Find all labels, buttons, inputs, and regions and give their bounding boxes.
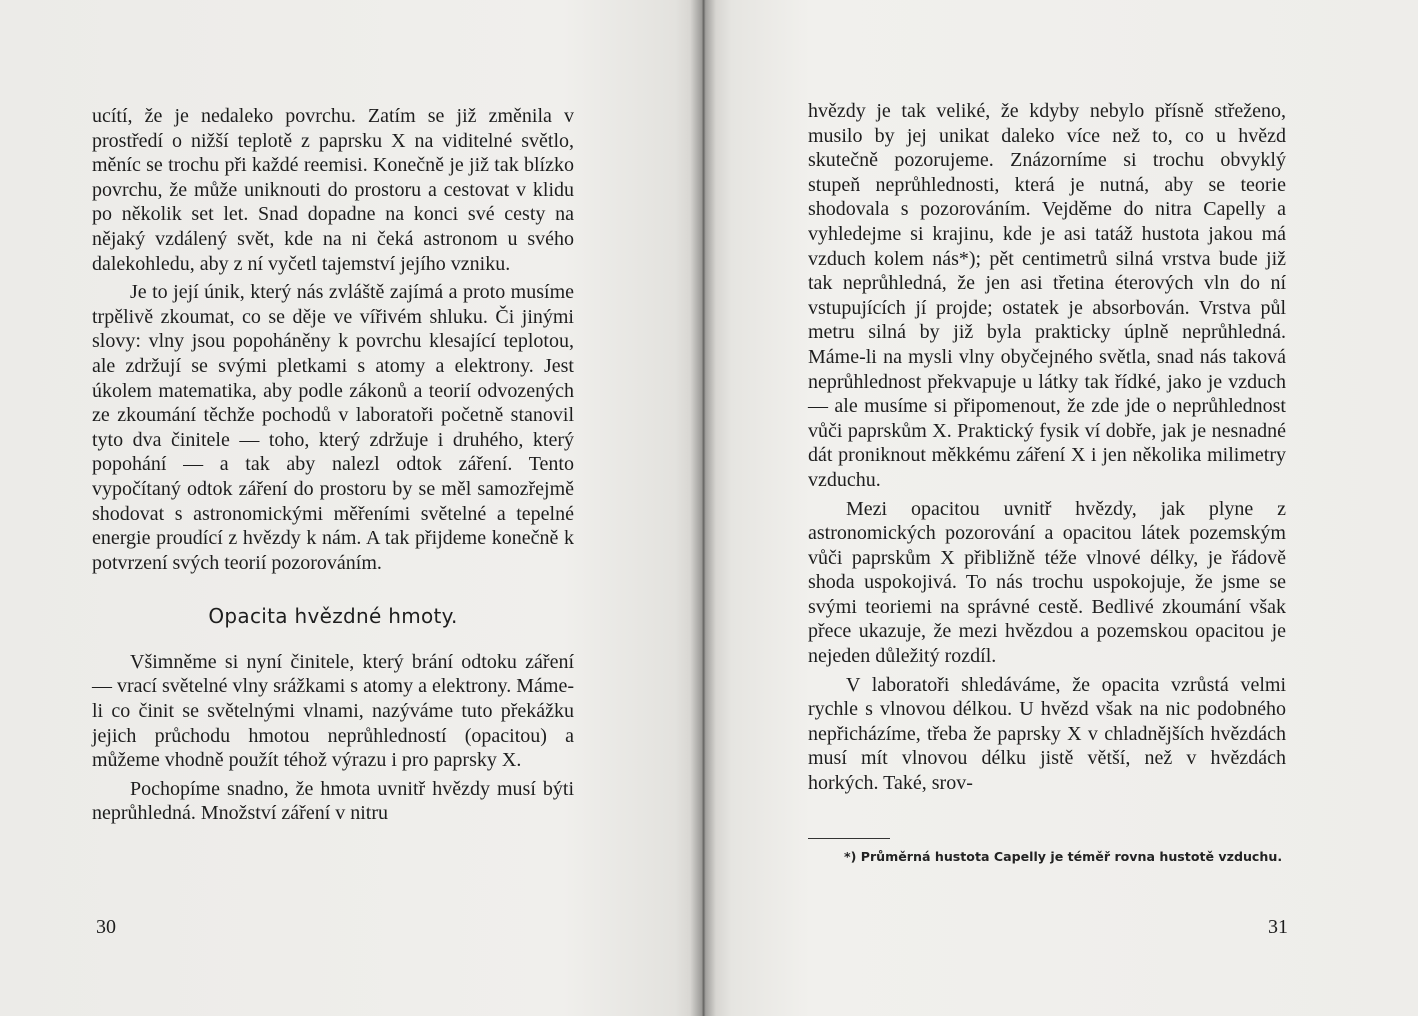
paragraph: Všimněme si nyní činitele, který brání odtoku záření — vrací světelné vlny srážkami s atomy a elektrony. Máme-li co činit se světelnými vlnami, nazýváme tuto překážku jejich průchodu hmotou neprůhledností (opacitou) a můžeme vhodně použít téhož výrazu i pro paprsky X.: [92, 650, 574, 772]
right-page-text: [808, 99, 1286, 800]
footnote-rule: [808, 838, 890, 839]
paragraph: V laboratoři shledáváme, že opacita vzrůstá velmi rychle s vlnovou délkou. U hvězd však na nic podobného nepřicházíme, třeba že paprsky X v chladnějších hvězdách musí mít vlnovou délku jistě větší, než v hvězdách horkých. Také, srov-: [808, 673, 1286, 795]
right-page: [703, 0, 1418, 1016]
section-heading: Opacita hvězdné hmoty.: [208, 604, 458, 629]
page-number-left: 30: [96, 916, 116, 938]
left-page: [0, 0, 703, 1016]
paragraph: Pochopíme snadno, že hmota uvnitř hvězdy musí býti neprůhledná. Množství záření v nitru: [92, 777, 574, 825]
footnote: *) Průměrná hustota Capelly je téměř rovna hustotě vzduchu.: [844, 849, 1283, 864]
paragraph: ucítí, že je nedaleko povrchu. Zatím se již změnila v prostředí o nižší teplotě z paprsku X na viditelné světlo, měníc se trochu při každé reemisi. Konečně je již tak blízko povrchu, že může uniknouti do prostoru a cestovat v klidu po několik set let. Snad dopadne na konci své cesty na nějaký vzdálený svět, kde na ni čeká astronom u svého dalekohledu, aby z ní vyčetl tajemství jejího vzniku.: [92, 105, 574, 275]
paragraph: hvězdy je tak veliké, že kdyby nebylo přísně střeženo, musilo by jej unikat daleko více než to, co u hvězd skutečně pozorujeme. Znázorníme si trochu obvyklý stupeň neprůhlednosti, která je nutná, aby se teorie shodovala s pozorováním. Vejděme do nitra Capelly a vyhledejme si krajinu, kde je asi tatáž hustota jakou má vzduch kolem nás*); pět centimetrů silná vrstva bude již tak neprůhledná, že jen asi třetina éterových vln do ní vstupujících jí projde; ostatek je absorbován. Vrstva půl metru silná by již byla prakticky úplně neprůhledná. Máme-li na mysli vlny obyčejného světla, snad nás taková neprůhlednost překvapuje u látky tak řídké, jako je vzduch — ale musíme si připomenout, že zde jde o neprůhlednost vůči paprskům X. Praktický fysik ví dobře, jak je nesnadné dát proniknout měkkému záření X i jen několika milimetry vzduchu.: [808, 100, 1286, 491]
left-page-text: [92, 104, 574, 830]
paragraph: Je to její únik, který nás zvláště zajímá a proto musíme trpělivě zkoumat, co se děje ve vířivém shluku. Či jinými slovy: vlny jsou popoháněny k povrchu klesající teplotou, ale zdržují se svými pletkami s atomy a elektrony. Jest úkolem matematika, aby podle zákonů a teorií odvozených ze zkoumání těchže pochodů v laboratoři početně stanovil tyto dva činitele — toho, který zdržuje i druhého, který popohání — a tak aby nalezl odtok záření. Tento vypočítaný odtok záření do prostoru by se měl samozřejmě shodovat s astronomickými měřeními světelné a tepelné energie proudící z hvězdy k nám. A tak přijdeme konečně k potvrzení svých teorií pozorováním.: [92, 281, 574, 574]
book-gutter: [690, 0, 716, 1016]
paragraph: Mezi opacitou uvnitř hvězdy, jak plyne z astronomických pozorování a opacitou látek pozemským vůči paprskům X přibližně téže vlnové délky, je řádově shoda uspokojivá. To nás trochu uspokojuje, že jsme se svými teoriemi na správné cestě. Bedlivé zkoumání však přece ukazuje, že mezi hvězdou a pozemskou opacitou je nejeden důležitý rozdíl.: [808, 497, 1286, 668]
page-number-right: 31: [1268, 916, 1288, 938]
